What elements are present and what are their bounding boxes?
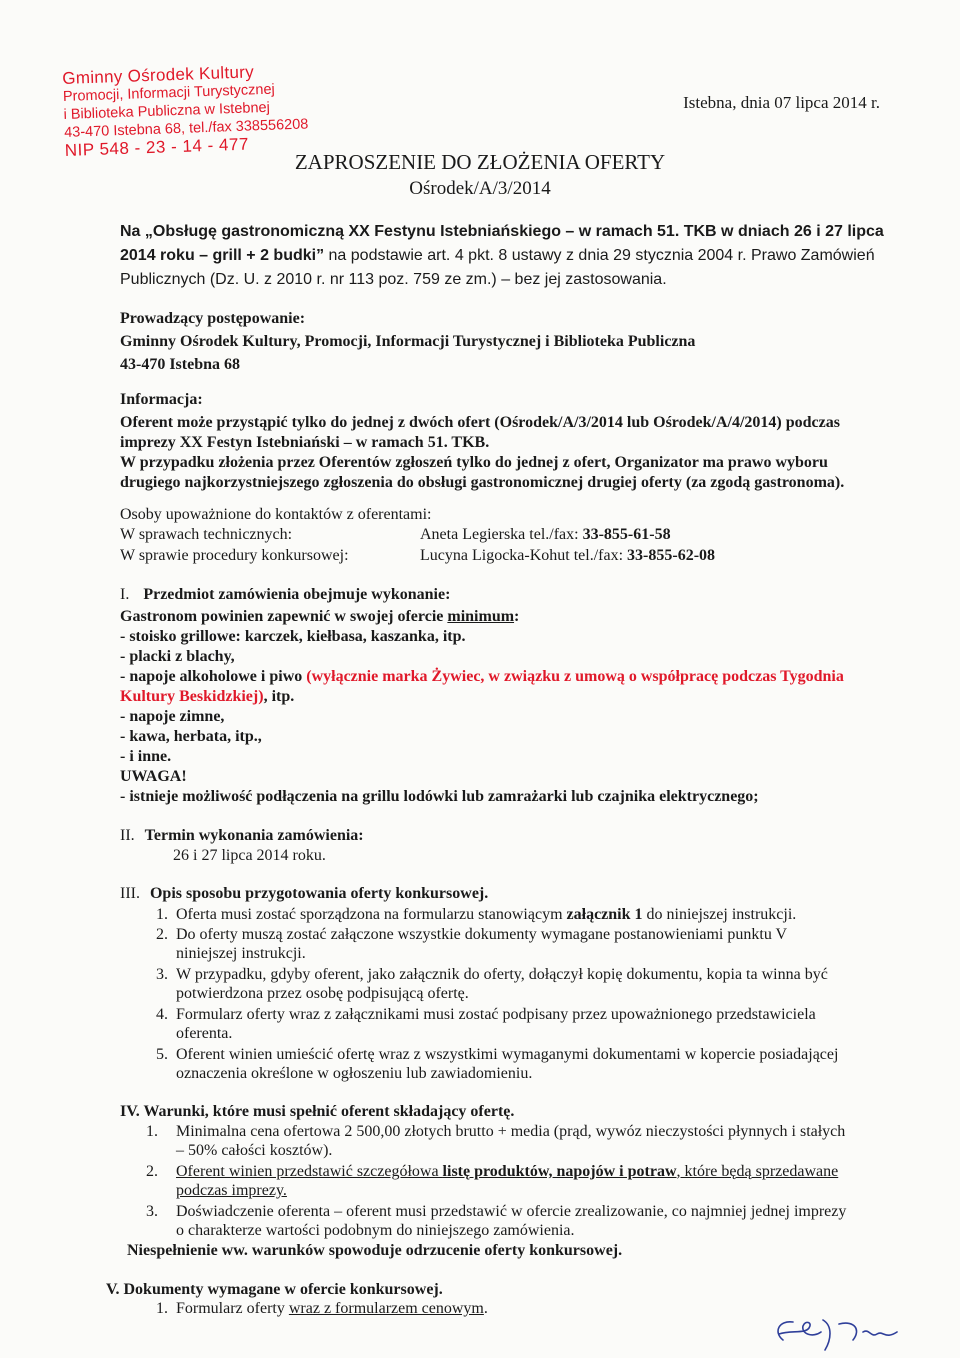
list-item: - napoje zimne, [120,708,225,725]
item-underlined: wraz z formularzem cenowym [288,1300,484,1317]
section-number: V. [106,1281,120,1298]
section-number: I. [120,586,130,603]
section-1-heading [120,585,450,604]
intro-line: Publicznych (Dz. U. z 2010 r. nr 113 poz. 759 ze zm.) – bez jej zastosowania. [120,271,667,288]
intro-line: Na „Obsługę gastronomiczną XX Festynu Istebniańskiego – w ramach 51. TKB w dniach 26 i 27 lipca [120,223,884,240]
list-item: - istnieje możliwość podłączenia na grillu lodówki lub zamrażarki lub czajnika elektrycznego; [120,788,759,805]
list-item-cont: oznaczenia określone w ogłoszeniu lub zawiadomieniu. [176,1065,533,1082]
contact-phone: 33-855-61-58 [582,526,671,543]
stamp-line: NIP 548 - 23 - 14 - 477 [64,134,250,160]
contact-tech-label: W sprawach technicznych: [120,526,293,543]
item-text: Oferent winien przedstawić szczegółowa [176,1163,443,1180]
document-reference: Ośrodek/A/3/2014 [409,178,551,199]
section-5-heading [106,1280,443,1299]
item-text: , itp. [263,688,295,705]
stamp-line: Gminny Ośrodek Kultury [61,62,255,88]
info-line: Oferent może przystąpić tylko do jednej z dwóch ofert (Ośrodek/A/3/2014 lub Ośrodek/A/4/2014) podczas [120,414,840,431]
list-item: - i inne. [120,748,172,765]
section-title: Przedmiot zamówienia obejmuje wykonanie: [143,586,451,603]
contact-proc-label: W sprawie procedury konkursowej: [120,547,349,564]
list-item: - stoisko grillowe: karczek, kiełbasa, kaszanka, itp. [120,628,466,645]
section-1-lead [120,607,519,626]
lead-colon: : [514,608,520,625]
list-item-cont: potwierdzona przez osobę podpisującą ofertę. [176,985,469,1002]
section-title: Dokumenty wymagane w ofercie konkursowej. [123,1281,443,1298]
item-text: . [483,1300,488,1317]
stamp-line: i Biblioteka Publiczna w Istebnej [63,99,271,123]
stamp-line: 43-470 Istebna 68, tel./fax 338556208 [63,116,309,141]
list-item [176,1162,838,1181]
contact-name: Lucyna Ligocka-Kohut tel./fax: [420,547,628,564]
organizer-heading: Prowadzący postępowanie: [120,310,306,327]
list-item-number: 2. [156,926,168,943]
section-4-heading [120,1102,514,1121]
contact-name: Aneta Legierska tel./fax: [420,526,583,543]
list-item-cont: oferenta. [176,1025,233,1042]
info-line: W przypadku złożenia przez Oferentów zgłoszeń tylko do jednej z ofert, Organizator ma prawo wyboru [120,454,828,471]
document-date: Istebna, dnia 07 lipca 2014 r. [683,93,880,112]
lead-minimum: minimum [447,608,515,625]
list-item: Formularz oferty wraz z załącznikami musi zostać podpisany przez upoważnionego przedstawiciela [176,1006,816,1023]
list-item: W przypadku, gdyby oferent, jako załącznik do oferty, dołączył kopię dokumentu, kopia ta winna być [176,966,828,983]
list-item-number: 2. [146,1163,158,1180]
list-item-number: 4. [156,1006,168,1023]
intro-text: na podstawie art. 4 pkt. 8 ustawy z dnia 29 stycznia 2004 r. Prawo Zamówień [324,247,875,264]
list-item-number: 3. [156,966,168,983]
list-item-cont: – 50% całości kosztów). [176,1142,333,1159]
section-title: Warunki, które musi spełnić oferent składający ofertę. [143,1103,515,1120]
item-text: , które będą sprzedawane [676,1163,839,1180]
item-emphasis: listę produktów, napojów i potraw [442,1163,677,1180]
list-item-number: 1. [156,1300,168,1317]
list-item: Oferent winien umieścić ofertę wraz z wszystkimi wymaganymi dokumentami w kopercie posiadającej [176,1046,839,1063]
list-item [120,667,844,686]
section-3-heading [120,884,488,903]
item-attachment: załącznik 1 [566,906,643,923]
intro-subject: 2014 roku – grill + 2 budki” [120,247,325,264]
list-item-cont [120,687,294,706]
section-2-heading [120,826,364,845]
list-item: Doświadczenie oferenta – oferent musi przedstawić w ofercie zrealizowanie, co najmniej jednej imprezy [176,1203,847,1220]
list-item-number: 1. [146,1123,158,1140]
organizer-name: Gminny Ośrodek Kultury, Promocji, Informacji Turystycznej i Biblioteka Publiczna [120,333,696,350]
list-item: Minimalna cena ofertowa 2 500,00 złotych brutto + media (prąd, wywóz nieczystości płynnych i stałych [176,1123,846,1140]
contact-phone: 33-855-62-08 [627,547,716,564]
info-heading: Informacja: [120,391,203,408]
section-2-date: 26 i 27 lipca 2014 roku. [173,847,326,864]
list-item-cont: o charakterze wartości podobnym do niniejszego zamówienia. [176,1222,575,1239]
contact-proc [420,546,715,565]
document-title: ZAPROSZENIE DO ZŁOŻENIA OFERTY [294,150,666,174]
list-item [176,1299,488,1318]
info-line: drugiego najkorzystniejszego zgłoszenia do obsługi gastronomicznej drugiej oferty (za zgodą gastronoma). [120,474,845,491]
item-text: Formularz oferty [176,1300,289,1317]
organizer-address: 43-470 Istebna 68 [120,356,241,373]
section-4-closing: Niespełnienie ww. warunków spowoduje odrzucenie oferty konkursowej. [127,1242,623,1259]
list-item-number: 1. [156,906,168,923]
list-item-number: 3. [146,1203,158,1220]
section-title: Opis sposobu przygotowania oferty konkursowej. [149,885,489,902]
item-text: do niniejszej instrukcji. [642,906,797,923]
item-text: - napoje alkoholowe i piwo [120,668,307,685]
organization-stamp [62,61,325,160]
list-item: Do oferty muszą zostać załączone wszystkie dokumenty wymagane postanowieniami punktu V [176,926,788,943]
list-item: - placki z blachy, [120,648,235,665]
warning-label: UWAGA! [120,768,187,785]
list-item-cont: niniejszej instrukcji. [176,945,306,962]
item-text: Oferta musi zostać sporządzona na formularzu stanowiącym [176,906,567,923]
handwritten-signature [765,1310,905,1354]
item-red-note: Kultury Beskidzkiej) [120,688,264,705]
info-line: imprezy XX Festyn Istebniański – w ramach 51. TKB. [120,434,490,451]
stamp-line: Promocji, Informacji Turystycznej [62,81,276,105]
contacts-heading: Osoby upoważnione do kontaktów z oferentami: [120,506,432,523]
item-red-note: (wyłącznie marka Żywiec, w związku z umową o współpracę podczas Tygodnia [306,668,844,685]
section-title: Termin wykonania zamówienia: [144,827,364,844]
section-number: II. [120,827,135,844]
contact-tech [420,525,671,544]
list-item [176,905,796,924]
list-item: - kawa, herbata, itp., [120,728,262,745]
section-number: IV. [120,1103,140,1120]
intro-line [120,246,875,265]
lead-text: Gastronom powinien zapewnić w swojej ofercie [120,608,448,625]
list-item-number: 5. [156,1046,168,1063]
list-item-cont: podczas imprezy. [176,1182,287,1199]
section-number: III. [120,885,140,902]
